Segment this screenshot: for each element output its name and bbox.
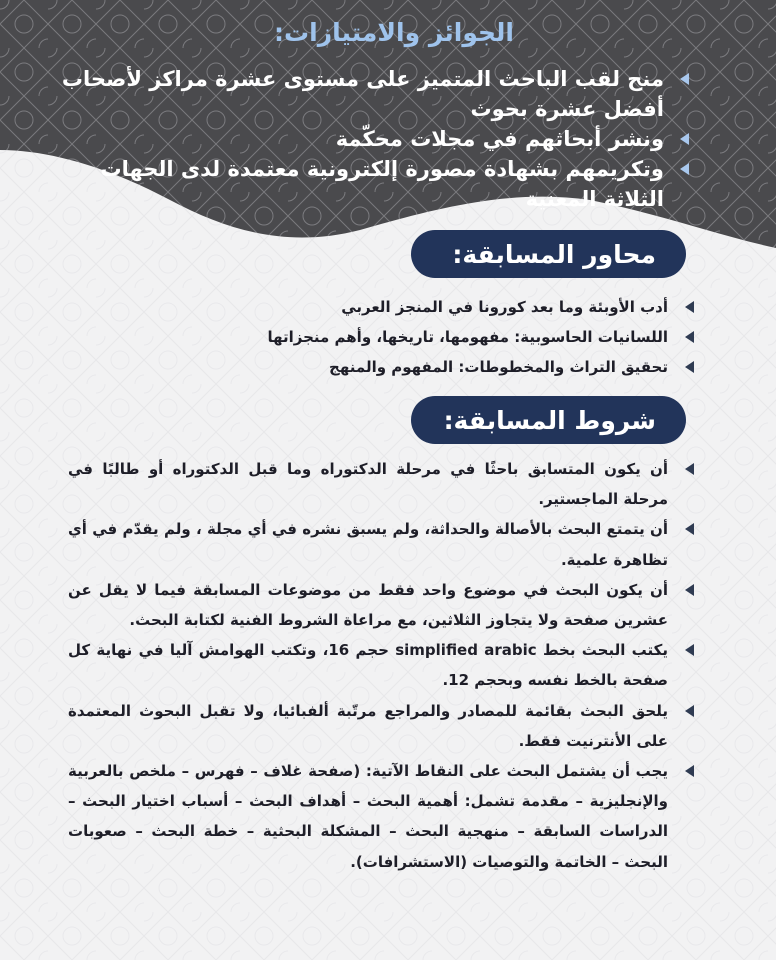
axes-title-pill xyxy=(411,230,686,278)
awards-item-text: منح لقب الباحث المتميز على مستوى عشرة مراكز لأصحاب أفضل عشرة بحوث xyxy=(61,67,664,121)
axes-item-text: تحقيق التراث والمخطوطات: المفهوم والمنهج xyxy=(329,358,668,376)
triangle-bullet-icon xyxy=(685,301,694,313)
conditions-item xyxy=(68,514,668,574)
awards-item-text: ونشر أبحاثهم في مجلات محكّمة xyxy=(335,127,664,151)
triangle-bullet-icon xyxy=(685,361,694,373)
triangle-bullet-icon xyxy=(685,644,694,656)
axes-item xyxy=(108,292,668,322)
conditions-item-text: يكتب البحث بخط simplified arabic حجم 16، وتكتب الهوامش آليا في نهاية كل صفحة بالخط نفسه وبحجم 12. xyxy=(68,641,668,690)
awards-item xyxy=(44,64,664,124)
axes-list xyxy=(108,292,668,382)
conditions-item xyxy=(68,756,668,877)
awards-item xyxy=(44,154,664,214)
conditions-title: شروط المسابقة: xyxy=(443,405,656,435)
conditions-item xyxy=(68,635,668,695)
axes-item-text: اللسانيات الحاسوبية: مفهومها، تاريخها، وأهم منجزاتها xyxy=(267,328,668,346)
conditions-item-text: أن يكون المتسابق باحثًا في مرحلة الدكتوراه وما قبل الدكتوراه أو طالبًا في مرحلة الماجستير. xyxy=(68,460,668,509)
triangle-bullet-icon xyxy=(685,463,694,475)
awards-heading: الجوائز والامتيازات: xyxy=(274,18,514,47)
axes-item xyxy=(108,322,668,352)
conditions-item xyxy=(68,575,668,635)
triangle-bullet-icon xyxy=(685,523,694,535)
triangle-bullet-icon xyxy=(680,73,689,85)
triangle-bullet-icon xyxy=(680,163,689,175)
conditions-item xyxy=(68,696,668,756)
triangle-bullet-icon xyxy=(685,765,694,777)
triangle-bullet-icon xyxy=(680,133,689,145)
axes-item-text: أدب الأوبئة وما بعد كورونا في المنجز العربي xyxy=(341,298,668,316)
conditions-item-text: يلحق البحث بقائمة للمصادر والمراجع مرتّبة ألفبائيا، ولا تقبل البحوث المعتمدة على الأنترنيت فقط. xyxy=(68,701,668,750)
axes-item xyxy=(108,352,668,382)
conditions-title-pill xyxy=(411,396,686,444)
awards-item xyxy=(44,124,664,154)
conditions-list xyxy=(68,454,668,877)
conditions-item-text: أن يكون البحث في موضوع واحد فقط من موضوعات المسابقة فيما لا يقل عن عشرين صفحة ولا يتجاوز الثلاثين، مع مراعاة الشروط الفنية لكتابة البحث. xyxy=(68,580,668,630)
awards-list xyxy=(44,64,664,214)
conditions-item-text: أن يتمتع البحث بالأصالة والحداثة، ولم يسبق نشره في أي مجلة ، ولم يقدّم في أي تظاهرة علمية. xyxy=(68,520,668,569)
conditions-item-text: يجب أن يشتمل البحث على النقاط الآتية: (صفحة غلاف – فهرس – ملخص بالعربية والإنجليزية – مقدمة تشمل: أهمية البحث – أهداف البحث – أسباب اختيار البحث – الدراسات السابقة – منهجية البحث – المشكلة البحثية – خطة البحث – صعوبات البحث – الخاتمة والتوصيات (الاستشرافات). xyxy=(68,762,668,871)
awards-item-text: وتكريمهم بشهادة مصورة إلكترونية معتمدة لدى الجهات الثلاثة المعنية xyxy=(100,157,664,211)
conditions-item xyxy=(68,454,668,514)
triangle-bullet-icon xyxy=(685,705,694,717)
triangle-bullet-icon xyxy=(685,584,694,596)
axes-title: محاور المسابقة: xyxy=(452,239,656,269)
triangle-bullet-icon xyxy=(685,331,694,343)
